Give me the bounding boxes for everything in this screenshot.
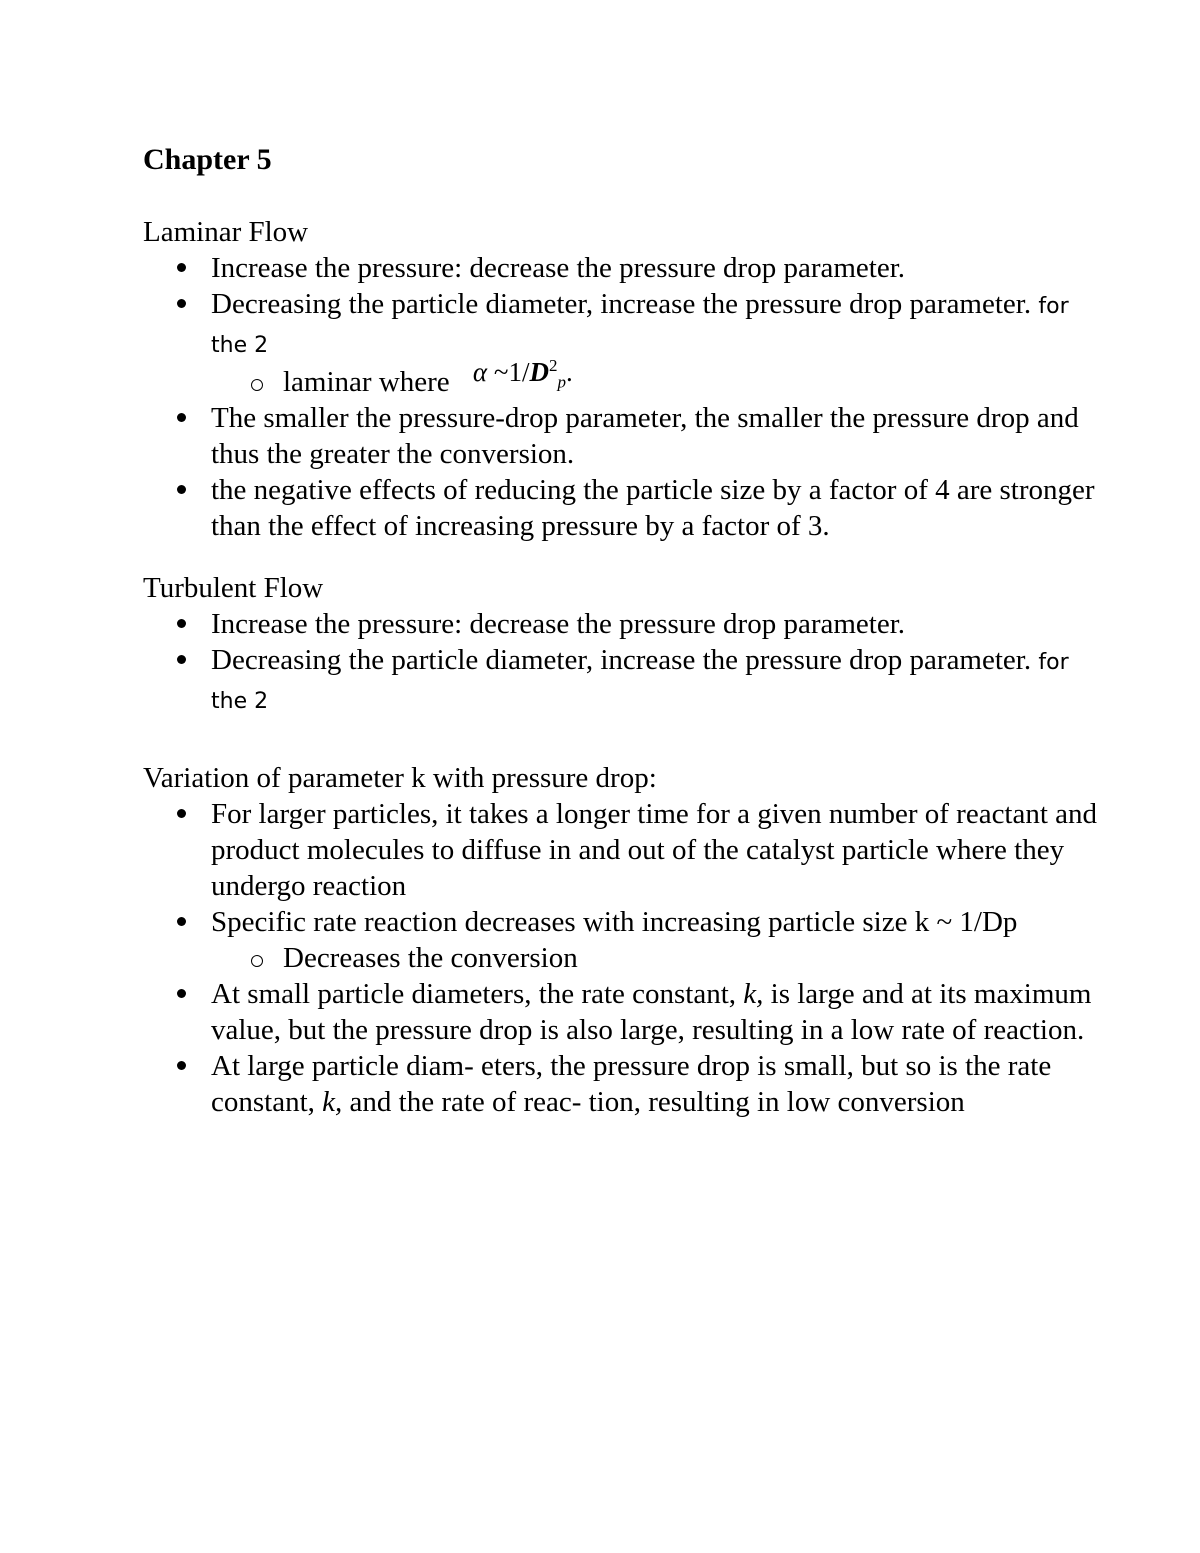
variation-sub-bullet-1: Decreases the conversion (211, 940, 1103, 976)
turbulent-bullet-2-tail: for the 2 (211, 650, 1069, 714)
laminar-sub-bullet-1 (211, 356, 1103, 400)
laminar-bullet-2 (143, 286, 1103, 400)
laminar-bullet-3: The smaller the pressure-drop parameter, the smaller the pressure drop and thus the greater the conversion. (143, 400, 1103, 472)
turbulent-heading: Turbulent Flow (143, 572, 324, 604)
formula-end: . (565, 357, 573, 387)
variation-heading: Variation of parameter k with pressure drop: (143, 762, 657, 794)
variation-bullet-3 (143, 976, 1103, 1048)
variation-bullet-3-k: k, (743, 978, 764, 1010)
formula-alpha: α (472, 357, 488, 387)
variation-bullet-4-b: and the rate of reac- tion, resulting in low conversion (349, 1086, 965, 1118)
variation-list (143, 796, 1103, 1120)
turbulent-bullet-1: Increase the pressure: decrease the pressure drop parameter. (143, 606, 1103, 642)
laminar-sublist (211, 356, 1103, 400)
laminar-heading: Laminar Flow (143, 216, 309, 248)
laminar-sub-text: laminar where (283, 366, 450, 398)
laminar-bullet-2-text: Decreasing the particle diameter, increase the pressure drop parameter. (211, 288, 1032, 320)
variation-bullet-4-a: At large particle diam- eters, the pressure drop is small, but so is the rate constant, (211, 1050, 1052, 1118)
variation-sublist (211, 940, 1103, 976)
document-page (143, 142, 1103, 1120)
turbulent-list (143, 606, 1103, 720)
laminar-bullet-2-tail: for the 2 (211, 294, 1069, 358)
spacer (143, 544, 1103, 570)
variation-bullet-3-b: is large and at its maximum value, but the pressure drop is also large, resulting in a low rate of reaction. (211, 978, 1092, 1046)
variation-bullet-4 (143, 1048, 1103, 1120)
turbulent-bullet-2 (143, 642, 1103, 720)
variation-bullet-2-text: Specific rate reaction decreases with increasing particle size k ~ 1/Dp (211, 906, 1018, 938)
spacer (143, 720, 1103, 760)
alpha-formula (473, 354, 573, 390)
turbulent-bullet-2-text: Decreasing the particle diameter, increase the pressure drop parameter. (211, 644, 1032, 676)
variation-bullet-2 (143, 904, 1103, 976)
variation-bullet-4-k: k, (322, 1086, 343, 1118)
formula-subscript: p (557, 372, 566, 392)
laminar-bullet-1: Increase the pressure: decrease the pressure drop parameter. (143, 250, 1103, 286)
variation-bullet-3-a: At small particle diameters, the rate constant, (211, 978, 737, 1010)
formula-symbol: D (529, 357, 549, 387)
laminar-list (143, 250, 1103, 544)
chapter-title: Chapter 5 (143, 143, 272, 176)
formula-relation: ~1/ (493, 357, 530, 387)
laminar-bullet-4: the negative effects of reducing the particle size by a factor of 4 are stronger than the effect of increasing pressure by a factor of 3. (143, 472, 1103, 544)
variation-bullet-1: For larger particles, it takes a longer time for a given number of reactant and product molecules to diffuse in and out of the catalyst particle where they undergo reaction (143, 796, 1103, 904)
formula-superscript: 2 (548, 356, 558, 375)
